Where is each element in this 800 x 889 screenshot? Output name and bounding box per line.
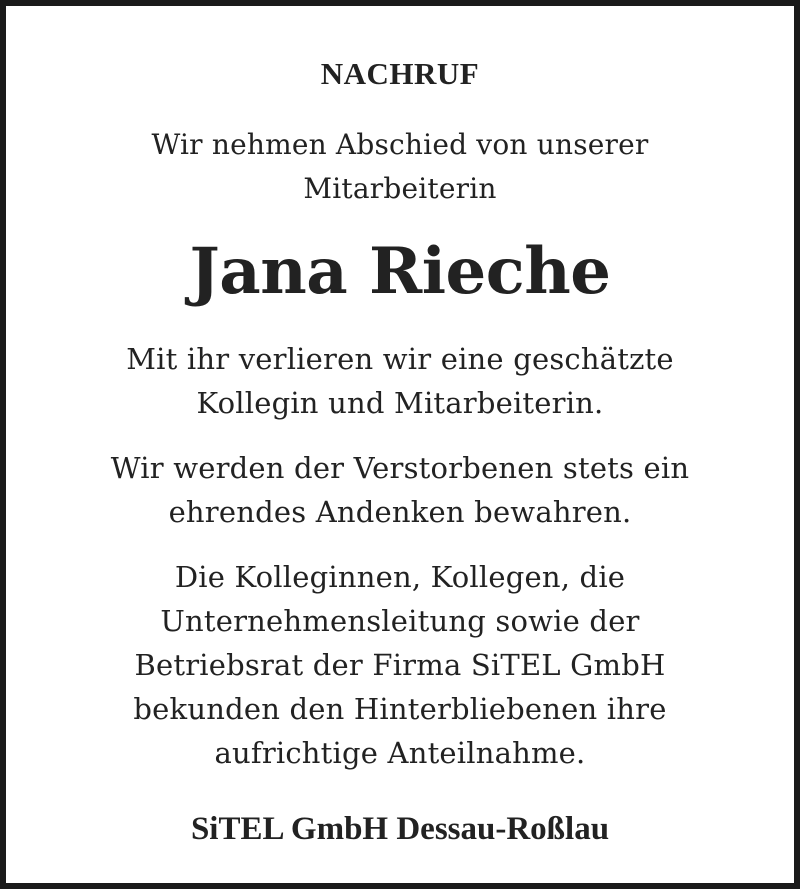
paragraph-loss xyxy=(26,337,774,425)
paragraph-line: Unternehmensleitung sowie der xyxy=(160,604,640,638)
paragraph-line: Die Kolleginnen, Kollegen, die xyxy=(174,560,626,594)
paragraph-remembrance xyxy=(26,446,774,534)
paragraph-line: Betriebsrat der Firma SiTEL GmbH xyxy=(134,648,666,682)
paragraph-line: ehrendes Andenken bewahren. xyxy=(168,495,632,529)
deceased-name: Jana Rieche xyxy=(189,234,611,309)
paragraph-line: Mit ihr verlieren wir eine geschätzte xyxy=(126,342,674,376)
paragraph-line: Kollegin und Mitarbeiterin. xyxy=(196,386,604,420)
paragraph-line: Wir werden der Verstorbenen stets ein xyxy=(110,451,690,485)
intro-line: Mitarbeiterin xyxy=(303,172,497,205)
notice-heading: NACHRUF xyxy=(320,56,480,91)
intro-line: Wir nehmen Abschied von unserer xyxy=(151,128,649,161)
paragraph-line: aufrichtige Anteilnahme. xyxy=(214,736,586,770)
intro-text xyxy=(26,123,774,211)
paragraph-line: bekunden den Hinterbliebenen ihre xyxy=(133,692,667,726)
signature: SiTEL GmbH Dessau-Roßlau xyxy=(190,811,610,847)
paragraph-condolences xyxy=(26,555,774,775)
